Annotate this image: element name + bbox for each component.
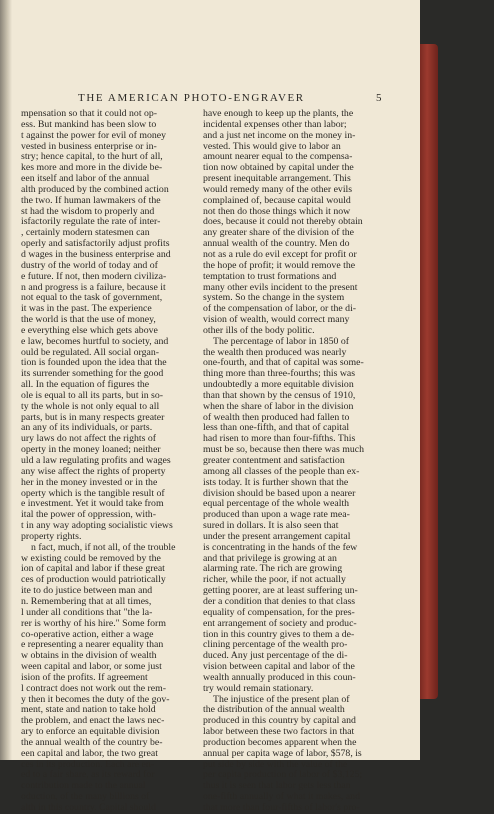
text-line: w existing could be removed by the: [21, 552, 161, 564]
text-line: vested. This would give to labor an: [203, 140, 341, 152]
text-line: n. Remembering that at all times,: [21, 595, 152, 607]
text-line: alth produced by the combined action: [21, 183, 169, 195]
text-line: and a just net income on the money in-: [203, 129, 356, 141]
text-line: e everything else which gets above: [21, 324, 158, 336]
text-line: would remedy many of the other evils: [203, 183, 353, 195]
text-line: l contract does not work out the rem-: [21, 682, 167, 694]
text-line: production becomes apparent when the: [203, 736, 357, 748]
text-line: not then do those things which it now: [203, 205, 351, 217]
text-line: isfactorily regulate the rate of inter-: [21, 216, 161, 228]
text-line: amount nearer equal to the compensa-: [203, 151, 353, 163]
text-line: der a condition that denies to that class: [203, 595, 356, 607]
text-line: one-fifth annually of what it makes, and: [203, 791, 360, 803]
text-line: the hope of profit; it would remove the: [203, 259, 356, 271]
text-line: the distribution of the annual wealth: [203, 704, 345, 716]
text-line: the two. If human lawmakers of the: [21, 194, 161, 206]
text-line: of wealth then produced had fallen to: [203, 411, 350, 423]
text-line: d wages in the business enterprise and: [21, 248, 171, 260]
text-line: equal percentage of the whole wealth: [203, 498, 350, 510]
text-line: e investment. Yet it would take from: [21, 498, 164, 510]
text-line: division should be based upon a nearer: [203, 487, 356, 499]
text-line: rer is worthy of his hire." Some form: [21, 617, 166, 629]
text-line: an any of its individuals, or parts.: [21, 422, 153, 434]
text-line: complained of, because capital would: [203, 194, 351, 206]
text-line: sured in dollars. It is also seen that: [203, 520, 339, 532]
text-line: ed to a fair share, as its reward for: [21, 769, 155, 781]
text-line: ment, state and nation to take hold: [21, 704, 156, 716]
text-line: must be so, because then there was much: [203, 444, 365, 456]
text-line: y then it becomes the duty of the gov-: [21, 693, 170, 705]
text-line: tion now obtained by capital under the: [203, 162, 354, 174]
text-line: vision of wealth, would correct many: [203, 314, 350, 326]
text-line: e law, becomes hurtful to society, and: [21, 335, 169, 347]
text-line: temptation to trust formations and: [203, 270, 337, 282]
text-line: st had the wisdom to properly and: [21, 205, 155, 217]
text-column-right: [203, 109, 379, 814]
text-line: alarming rate. The rich are growing: [203, 563, 343, 575]
text-line: other ills of the body politic.: [203, 324, 315, 336]
text-line: does, because it could not thereby obtain: [203, 216, 363, 228]
text-line: ists today. It is further shown that the: [203, 476, 349, 488]
text-line: ite to do justice between man and: [21, 585, 153, 597]
text-line: operty in the money loaned; neither: [21, 444, 161, 456]
text-line: than that shown by the census of 1910,: [203, 389, 356, 401]
book-cover-edge: [420, 44, 438, 699]
text-line: is concentrating in the hands of the few: [203, 541, 358, 553]
text-line: undoubtedly a more equitable division: [203, 379, 354, 391]
text-line: l under all conditions that "the la-: [21, 606, 153, 618]
text-line: any wise affect the rights of property: [21, 465, 166, 477]
page-gutter-shadow: [0, 0, 12, 760]
text-line: vested in business enterprise or in-: [21, 140, 157, 152]
text-line: its surrender something for the good: [21, 368, 164, 380]
text-line: labor between these two factors in that: [203, 726, 355, 738]
text-line: duced. Any just percentage of the di-: [203, 650, 348, 662]
text-line: t in any way adopting socialistic views: [21, 520, 173, 532]
text-line: getting poorer, are at least suffering un-: [203, 585, 358, 597]
text-line: , certainly modern statesmen can: [21, 227, 150, 239]
text-line: kes more and more in the divide be-: [21, 162, 163, 174]
text-line: one-fourth, and that of capital was some-: [203, 357, 364, 369]
text-line: operly and satisfactorily adjust profits: [21, 238, 170, 250]
text-line: produced in this country by capital and: [203, 715, 356, 727]
text-line: produced than upon a wage rate mea-: [203, 509, 350, 521]
text-line: under the present arrangement capital: [203, 530, 351, 542]
text-line: uld a law regulating profits and wages: [21, 455, 171, 466]
text-line: ent arrangement of society and produc-: [203, 617, 357, 629]
text-line: stry; hence capital, to the hurt of all,: [21, 151, 163, 163]
text-line: ion of capital and labor if these great: [21, 563, 165, 575]
text-line: een capital and labor, the two great: [21, 747, 158, 759]
text-line: oduction, of the many billions of: [21, 791, 150, 803]
text-line: w obtains in the division of wealth: [21, 650, 157, 662]
text-line: tion in this country gives to them a de-: [203, 628, 355, 640]
text-line: mpensation so that it could not op-: [21, 108, 158, 119]
text-line: ty the whole is not only equal to all: [21, 400, 160, 412]
text-line: contribution made to the annual: [21, 780, 146, 792]
text-line: the world is that the use of money,: [21, 314, 156, 326]
text-line: not as a rule do evil except for profit or: [203, 248, 357, 260]
text-line: n fact, much, if not all, of the trouble: [31, 541, 176, 553]
text-line: thing more than three-fourths; this was: [203, 368, 356, 380]
text-line: the problem, and enact the laws nec-: [21, 715, 165, 727]
text-line: have enough to keep up the plants, the: [203, 108, 354, 119]
text-line: that more than four-fifths of labor's pro-: [203, 802, 360, 813]
text-line: many other evils incident to the present: [203, 281, 358, 293]
text-line: ould be regulated. All social organ-: [21, 346, 160, 358]
text-line: co-operative action, either a wage: [21, 628, 154, 640]
text-line: parts, but is in many respects greater: [21, 411, 165, 423]
text-line: the annual wealth of the country be-: [21, 736, 163, 748]
text-line: the wealth then produced was nearly: [203, 346, 347, 358]
text-line: ces of production would patriotically: [21, 574, 166, 586]
text-line: when the share of labor in the division: [203, 400, 354, 412]
text-line: n and progress is a failure, because it: [21, 281, 166, 293]
text-line: tion is founded upon the idea that the: [21, 357, 167, 369]
text-line: ision of the profits. If agreement: [21, 671, 148, 683]
text-line: property rights.: [21, 530, 82, 542]
text-line: The percentage of labor in 1850 of: [213, 335, 350, 347]
page-number: 5: [376, 92, 382, 104]
text-line: richer, while the poor, if not actually: [203, 574, 346, 586]
text-column-left: [21, 109, 193, 814]
text-line: wealth annually produced in this coun-: [203, 671, 356, 683]
text-line: greater contentment and satisfaction: [203, 455, 345, 466]
text-line: t against the power for evil of money: [21, 129, 167, 141]
text-line: ital the power of oppression, with-: [21, 509, 156, 521]
text-line: of the compensation of labor, or the di-: [203, 303, 357, 315]
text-line: any greater share of the division of the: [203, 227, 354, 239]
text-line: operty which is the tangible result of: [21, 487, 165, 499]
text-line: ury laws do not affect the rights of: [21, 433, 157, 445]
text-line: annual wealth of the country. Men do: [203, 238, 350, 250]
text-line: annual per capita wage of labor, $578, is: [203, 747, 362, 759]
text-line: not equal to the task of government,: [21, 292, 163, 304]
text-line: per capita production of labor of $3,125;: [203, 769, 363, 781]
text-line: her in the money invested or in the: [21, 476, 158, 488]
text-line: ole is equal to all its parts, but in so-: [21, 389, 164, 401]
text-line: all. In the equation of figures the: [21, 379, 150, 391]
running-header: THE AMERICAN PHOTO-ENGRAVER: [78, 92, 305, 104]
background-top: [420, 0, 440, 44]
text-line: equality of compensation, for the pres-: [203, 606, 355, 618]
text-line: ween capital and labor, or some just: [21, 661, 162, 673]
text-line: ces in its production. Each are en-: [21, 758, 155, 770]
text-line: clining percentage of the wealth pro-: [203, 639, 348, 651]
text-line: try would remain stationary.: [203, 682, 314, 694]
text-line: e representing a nearer equality than: [21, 639, 164, 651]
text-line: and that privilege is growing at an: [203, 552, 337, 564]
text-line: incidental expenses other than labor;: [203, 118, 347, 130]
text-line: had risen to more than four-fifths. This: [203, 433, 356, 445]
text-line: it was in the past. The experience: [21, 303, 152, 315]
text-line: vision between capital and labor of the: [203, 661, 355, 673]
text-line: een itself and labor of the annual: [21, 173, 150, 185]
text-line: present inequitable arrangement. This: [203, 173, 351, 185]
text-line: e future. If not, then modern civiliza-: [21, 270, 167, 282]
text-line: dustry of the world of today and of: [21, 259, 158, 271]
text-line: thus it is seen that labor gets less than: [203, 780, 351, 792]
text-line: ary to enforce an equitable division: [21, 726, 160, 738]
text-line: alth in this country. Capital should: [21, 802, 156, 813]
text-line: The injustice of the present plan of: [213, 693, 350, 705]
text-line: among all classes of the people than ex-: [203, 465, 360, 477]
text-line: ess. But mankind has been slow to: [21, 118, 157, 130]
text-line: put side by side with the value of the: [203, 758, 348, 770]
text-line: system. So the change in the system: [203, 292, 345, 304]
text-line: less than one-fifth, and that of capital: [203, 422, 350, 434]
